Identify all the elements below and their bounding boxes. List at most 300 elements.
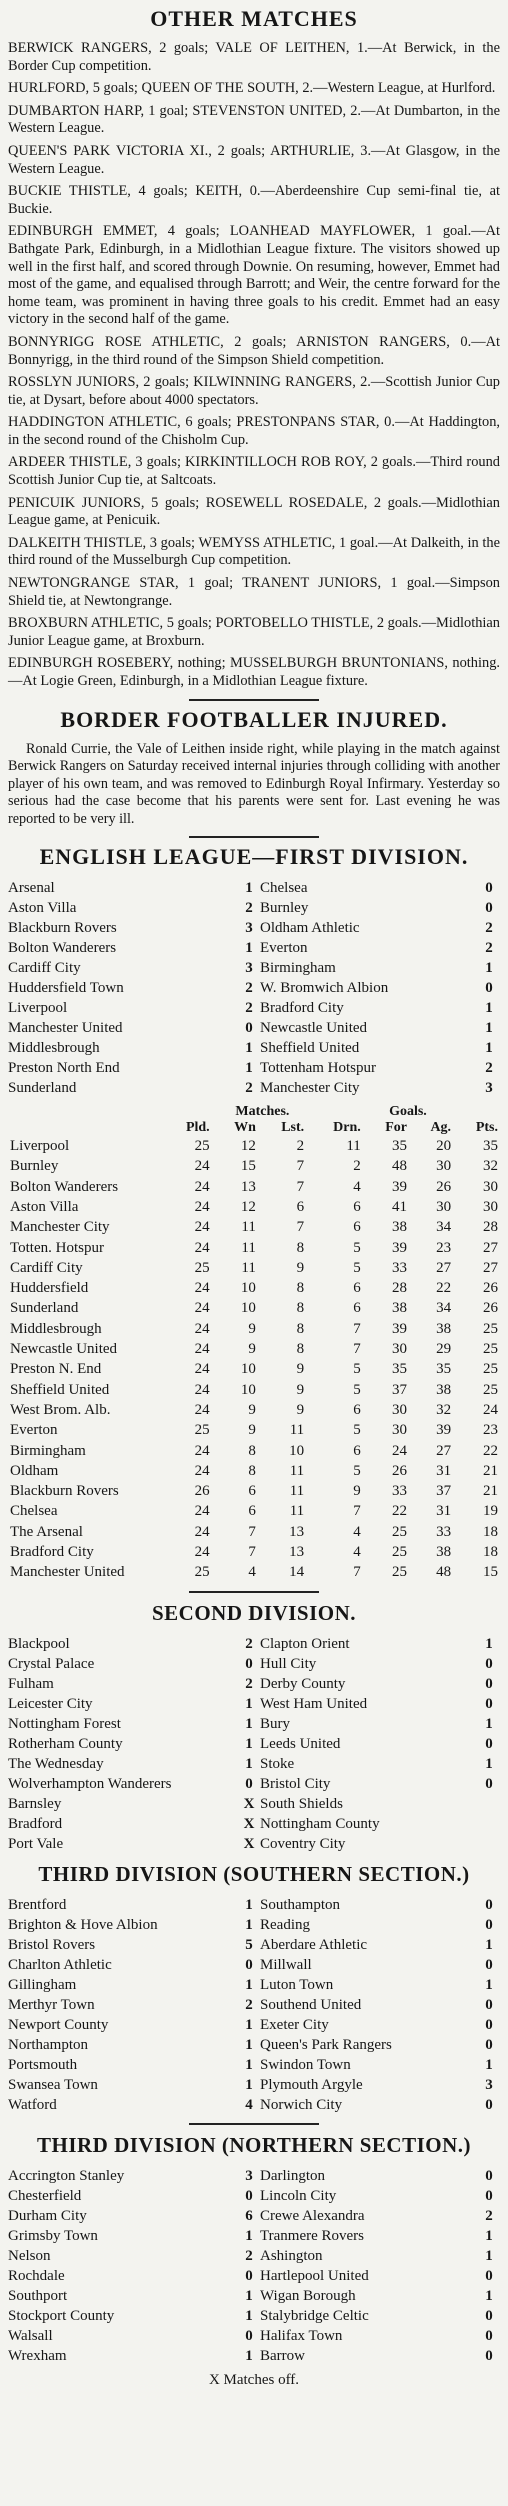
away-team: Chelsea xyxy=(260,880,308,897)
away-team: Newcastle United xyxy=(260,1020,368,1037)
home-score: 6 xyxy=(245,2208,253,2225)
home-score: 1 xyxy=(245,1695,253,1712)
home-score: 1 xyxy=(245,2057,253,2073)
won-header: Wn xyxy=(234,1120,256,1136)
result-row xyxy=(8,1058,500,1078)
away-team: Tottenham Hotspur xyxy=(260,1060,377,1077)
home-team: Liverpool xyxy=(8,1000,68,1017)
played: 24 xyxy=(194,1401,210,1418)
home-score: 1 xyxy=(245,2308,253,2325)
won: 11 xyxy=(241,1219,256,1236)
home-team: Rochdale xyxy=(8,2268,65,2285)
points: 26 xyxy=(483,1300,498,1317)
home-team: Wolverhampton Wanderers xyxy=(8,1775,172,1792)
injury-story xyxy=(8,741,500,829)
home-team: Barnsley xyxy=(8,1795,62,1812)
away-team: Reading xyxy=(260,1917,310,1933)
away-team: Everton xyxy=(260,940,308,957)
table-row xyxy=(8,1522,500,1542)
home-score: 0 xyxy=(245,1775,253,1792)
away-team: Clapton Orient xyxy=(260,1635,350,1652)
home-team: Fulham xyxy=(8,1675,54,1692)
home-team: Portsmouth xyxy=(8,2057,78,2073)
played: 24 xyxy=(194,1178,210,1195)
result-row xyxy=(8,998,500,1018)
match-report: ARDEER THISTLE, 3 goals; KIRKINTILLOCH ROB ROY, 2 goals.—Third round Scottish Junior Cup tie, at Saltcoats. xyxy=(8,454,500,489)
won: 12 xyxy=(240,1138,256,1155)
points: 22 xyxy=(483,1442,498,1459)
result-row xyxy=(8,1834,500,1854)
table-row xyxy=(8,1501,500,1521)
drawn: 2 xyxy=(353,1158,361,1175)
played: 24 xyxy=(194,1341,210,1358)
away-score: 3 xyxy=(485,1080,493,1097)
home-team: Southport xyxy=(8,2288,68,2305)
home-team: Sunderland xyxy=(8,1080,77,1097)
table-row xyxy=(8,1420,500,1440)
goals-header: Goals. xyxy=(389,1104,427,1120)
result-row xyxy=(8,1714,500,1734)
match-report: DALKEITH THISTLE, 3 goals; WEMYSS ATHLETIC, 1 goal.—At Dalkeith, in the third round of the Musselburgh Cup competition. xyxy=(8,534,500,569)
lost: 2 xyxy=(296,1138,305,1155)
goals-against: 20 xyxy=(436,1138,452,1155)
story-body: Ronald Currie, the Vale of Leithen inside right, while playing in the match against Berwick Rangers on Saturday received internal injuries through colliding with another player of his own team, and was removed to Edinburgh Royal Infirmary. Yesterday so serious had the case become that his parents were sent for. Last evening he was reported to be very ill. xyxy=(8,740,500,827)
result-row xyxy=(8,2346,500,2366)
home-score: 1 xyxy=(245,2288,253,2305)
home-team: The Wednesday xyxy=(8,1755,104,1772)
result-row xyxy=(8,1915,500,1935)
goals-against: 39 xyxy=(436,1422,452,1439)
team-name: Bolton Wanderers xyxy=(10,1178,119,1195)
third-north-results xyxy=(8,2166,500,2366)
away-team: Swindon Town xyxy=(260,2057,351,2073)
won: 6 xyxy=(248,1503,256,1520)
played: 24 xyxy=(194,1381,210,1398)
away-team: W. Bromwich Albion xyxy=(260,980,389,997)
team-name: Everton xyxy=(10,1422,58,1439)
goals-for: 41 xyxy=(391,1198,407,1215)
played: 25 xyxy=(194,1564,210,1581)
won: 12 xyxy=(240,1198,256,1215)
team-name: Bradford City xyxy=(10,1544,94,1561)
home-team: Northampton xyxy=(8,2037,88,2053)
away-team: Stoke xyxy=(260,1755,295,1772)
table-row xyxy=(8,1481,500,1501)
goals-against: 38 xyxy=(436,1381,452,1398)
match-report: NEWTONGRANGE STAR, 1 goal; TRANENT JUNIORS, 1 goal.—Simpson Shield tie, at Newtongrange. xyxy=(8,575,500,609)
away-team: South Shields xyxy=(260,1795,343,1812)
lost: 9 xyxy=(296,1361,305,1378)
away-score: 1 xyxy=(485,1937,493,1953)
result-row xyxy=(8,1955,500,1975)
divider xyxy=(189,1591,319,1593)
drawn: 6 xyxy=(353,1401,361,1418)
table-row xyxy=(8,1319,500,1339)
third-north-heading: THIRD DIVISION (NORTHERN SECTION.) xyxy=(37,2133,471,2157)
goals-for: 30 xyxy=(391,1401,407,1418)
team-name: Cardiff City xyxy=(10,1259,83,1276)
away-score: 1 xyxy=(485,2288,493,2305)
played: 24 xyxy=(194,1442,210,1459)
won: 6 xyxy=(248,1483,256,1500)
table-row xyxy=(8,1156,500,1176)
second-division-results xyxy=(8,1634,500,1854)
away-score: 0 xyxy=(485,1775,493,1792)
home-team: Wrexham xyxy=(8,2348,67,2365)
lost: 11 xyxy=(289,1462,305,1479)
team-name: Birmingham xyxy=(10,1442,86,1459)
table-row xyxy=(8,1339,500,1359)
home-score: 1 xyxy=(245,2017,253,2033)
goals-against: 38 xyxy=(436,1320,452,1337)
result-row xyxy=(8,1694,500,1714)
won: 10 xyxy=(240,1361,256,1378)
lost: 8 xyxy=(296,1280,305,1297)
away-score: 1 xyxy=(485,1000,493,1017)
won: 15 xyxy=(240,1158,256,1175)
away-score: 0 xyxy=(485,2037,493,2053)
home-score: 1 xyxy=(245,1040,253,1057)
match-report: BROXBURN ATHLETIC, 5 goals; PORTOBELLO THISTLE, 2 goals.—Midlothian Junior League game, at Broxburn. xyxy=(8,615,500,649)
played: 24 xyxy=(194,1280,210,1297)
matches-header: Matches. xyxy=(235,1104,290,1120)
lost: 8 xyxy=(296,1320,305,1337)
goals-against: 30 xyxy=(436,1198,452,1215)
away-score: 0 xyxy=(485,980,493,997)
third-south-heading: THIRD DIVISION (SOUTHERN SECTION.) xyxy=(38,1861,470,1886)
away-score: 1 xyxy=(485,1040,493,1057)
away-team: Hull City xyxy=(260,1655,317,1672)
against-header: Ag. xyxy=(430,1120,452,1136)
away-score: 0 xyxy=(485,1997,493,2013)
home-team: Brentford xyxy=(8,1897,67,1913)
drawn: 5 xyxy=(353,1361,361,1378)
goals-for: 24 xyxy=(391,1442,407,1459)
home-score: 2 xyxy=(245,2248,253,2265)
won: 9 xyxy=(248,1422,256,1439)
won: 11 xyxy=(241,1259,256,1276)
won: 8 xyxy=(248,1442,256,1459)
away-score: 0 xyxy=(485,1735,493,1752)
lost: 10 xyxy=(289,1442,305,1459)
match-report: EDINBURGH ROSEBERY, nothing; MUSSELBURGH BRUNTONIANS, nothing.—At Logie Green, Edinburgh, in a Midlothian League fixture. xyxy=(8,655,500,689)
points: 24 xyxy=(483,1401,498,1418)
away-score: 0 xyxy=(485,2328,493,2345)
points: 18 xyxy=(483,1544,498,1561)
played: 25 xyxy=(194,1422,210,1439)
played: 26 xyxy=(194,1483,210,1500)
goals-against: 32 xyxy=(436,1401,452,1418)
away-team: Lincoln City xyxy=(260,2188,337,2205)
away-team: Halifax Town xyxy=(260,2328,343,2345)
points: 21 xyxy=(483,1483,498,1500)
away-score: 2 xyxy=(485,1060,493,1077)
lost: 11 xyxy=(289,1483,305,1500)
home-team: Cardiff City xyxy=(8,960,81,977)
lost: 11 xyxy=(289,1503,305,1520)
played: 24 xyxy=(194,1198,210,1215)
match-report: BONNYRIGG ROSE ATHLETIC, 2 goals; ARNISTON RANGERS, 0.—At Bonnyrigg, in the third round of the Simpson Shield competition. xyxy=(8,333,500,368)
result-row xyxy=(8,958,500,978)
result-row xyxy=(8,2246,500,2266)
home-team: Charlton Athletic xyxy=(8,1957,112,1973)
away-team: Darlington xyxy=(260,2168,325,2185)
other-matches-list xyxy=(8,40,500,691)
lost: 13 xyxy=(289,1544,305,1561)
team-name: Manchester United xyxy=(10,1564,125,1581)
drawn: 6 xyxy=(353,1300,361,1317)
points: 30 xyxy=(483,1198,498,1215)
result-row xyxy=(8,978,500,998)
home-team: Port Vale xyxy=(8,1835,64,1852)
won: 9 xyxy=(248,1341,256,1358)
lost: 11 xyxy=(289,1422,305,1439)
table-row xyxy=(8,1359,500,1379)
first-division-heading: ENGLISH LEAGUE—FIRST DIVISION. xyxy=(39,844,469,870)
first-division-results xyxy=(8,878,500,1098)
home-team: Chesterfield xyxy=(8,2188,82,2205)
goals-against: 31 xyxy=(436,1462,452,1479)
points: 32 xyxy=(483,1158,498,1175)
away-score xyxy=(478,1794,500,1814)
away-score: 0 xyxy=(485,1897,493,1913)
away-score: 0 xyxy=(485,1917,493,1933)
team-name: West Brom. Alb. xyxy=(10,1401,111,1418)
played: 24 xyxy=(194,1300,210,1317)
away-score: 0 xyxy=(485,1655,493,1672)
table-row xyxy=(8,1197,500,1217)
away-score: 0 xyxy=(485,880,493,897)
lost: 8 xyxy=(296,1239,305,1256)
away-score: 0 xyxy=(485,1675,493,1692)
result-row xyxy=(8,1734,500,1754)
away-score: 0 xyxy=(485,2348,493,2365)
won: 9 xyxy=(248,1401,256,1418)
home-score: 1 xyxy=(245,2037,253,2053)
result-row xyxy=(8,1754,500,1774)
result-row xyxy=(8,2186,500,2206)
team-name: Middlesbrough xyxy=(10,1320,102,1337)
points: 30 xyxy=(483,1178,498,1195)
drawn: 7 xyxy=(353,1564,361,1581)
table-row xyxy=(8,1238,500,1258)
result-row xyxy=(8,1774,500,1794)
team-name: Burnley xyxy=(10,1158,59,1175)
table-row xyxy=(8,1217,500,1237)
table-row xyxy=(8,1441,500,1461)
away-score: 1 xyxy=(485,2228,493,2245)
home-score: 1 xyxy=(245,2348,253,2365)
result-row xyxy=(8,2226,500,2246)
home-team: Middlesbrough xyxy=(8,1040,100,1057)
team-name: Oldham xyxy=(10,1462,59,1479)
result-row xyxy=(8,1995,500,2015)
away-team: Norwich City xyxy=(260,2097,343,2113)
home-score: 1 xyxy=(245,2228,253,2245)
match-report: DUMBARTON HARP, 1 goal; STEVENSTON UNITED, 2.—At Dumbarton, in the Western League. xyxy=(8,102,500,137)
goals-against: 33 xyxy=(436,1523,452,1540)
goals-against: 31 xyxy=(436,1503,452,1520)
home-score: 2 xyxy=(245,1675,253,1692)
away-team: Millwall xyxy=(260,1957,312,1973)
lost-header: Lst. xyxy=(281,1120,305,1136)
points: 25 xyxy=(483,1381,498,1398)
home-team: Swansea Town xyxy=(8,2077,98,2093)
played: 24 xyxy=(194,1219,210,1236)
away-team: Bury xyxy=(260,1715,290,1732)
goals-for: 26 xyxy=(391,1462,407,1479)
home-score: 4 xyxy=(245,2097,253,2113)
home-team: Gillingham xyxy=(8,1977,77,1993)
home-team: Rotherham County xyxy=(8,1735,123,1752)
for-header: For xyxy=(385,1120,407,1136)
won: 9 xyxy=(248,1320,256,1337)
team-name: Sunderland xyxy=(10,1300,79,1317)
away-score xyxy=(478,1814,500,1834)
away-team: Crewe Alexandra xyxy=(260,2208,365,2225)
away-team: Oldham Athletic xyxy=(260,920,360,937)
home-score: X xyxy=(243,1795,255,1812)
goals-for: 30 xyxy=(391,1422,407,1439)
team-name: Sheffield United xyxy=(10,1381,110,1398)
away-team: Sheffield United xyxy=(260,1040,360,1057)
pld-header: Pld. xyxy=(185,1120,210,1136)
lost: 9 xyxy=(296,1401,305,1418)
goals-against: 29 xyxy=(436,1341,452,1358)
league-table xyxy=(8,1104,500,1583)
won: 10 xyxy=(240,1300,256,1317)
played: 24 xyxy=(194,1320,210,1337)
played: 24 xyxy=(194,1523,210,1540)
goals-against: 34 xyxy=(436,1300,452,1317)
away-score: 3 xyxy=(485,2077,493,2093)
drawn-header: Drn. xyxy=(333,1120,361,1136)
points: 21 xyxy=(483,1462,498,1479)
played: 24 xyxy=(194,1158,210,1175)
result-row xyxy=(8,1975,500,1995)
home-score: 1 xyxy=(245,1735,253,1752)
lost: 9 xyxy=(296,1381,305,1398)
result-row xyxy=(8,2286,500,2306)
away-team: Barrow xyxy=(260,2348,305,2365)
home-score: 0 xyxy=(245,2268,253,2285)
points: 28 xyxy=(483,1219,498,1236)
result-row xyxy=(8,2326,500,2346)
result-row xyxy=(8,1018,500,1038)
drawn: 7 xyxy=(353,1341,361,1358)
result-row xyxy=(8,1038,500,1058)
home-team: Newport County xyxy=(8,2017,109,2033)
away-team: Queen's Park Rangers xyxy=(260,2037,392,2053)
lost: 6 xyxy=(296,1198,305,1215)
home-score: 3 xyxy=(245,2168,253,2185)
away-score: 0 xyxy=(485,2168,493,2185)
result-row xyxy=(8,938,500,958)
points: 19 xyxy=(483,1503,498,1520)
home-score: 5 xyxy=(245,1937,253,1953)
goals-for: 35 xyxy=(391,1361,407,1378)
away-score: 2 xyxy=(485,940,493,957)
home-score: 1 xyxy=(245,1897,253,1913)
played: 24 xyxy=(194,1503,210,1520)
home-team: Aston Villa xyxy=(8,900,77,917)
lost: 8 xyxy=(296,1300,305,1317)
drawn: 5 xyxy=(353,1422,361,1439)
points-header: Pts. xyxy=(475,1120,498,1136)
away-team: Birmingham xyxy=(260,960,336,977)
home-team: Nottingham Forest xyxy=(8,1715,121,1732)
lost: 7 xyxy=(296,1219,305,1236)
away-score: 0 xyxy=(485,2017,493,2033)
home-team: Stockport County xyxy=(8,2308,115,2325)
away-score: 1 xyxy=(485,1635,493,1652)
away-score: 0 xyxy=(485,2268,493,2285)
second-division-heading: SECOND DIVISION. xyxy=(151,1600,357,1625)
goals-for: 33 xyxy=(391,1259,407,1276)
goals-for: 28 xyxy=(391,1280,407,1297)
goals-for: 48 xyxy=(391,1158,407,1175)
won: 11 xyxy=(241,1239,256,1256)
result-row xyxy=(8,1935,500,1955)
team-name: Huddersfield xyxy=(10,1280,89,1297)
team-name: Totten. Hotspur xyxy=(10,1239,104,1256)
table-row xyxy=(8,1177,500,1197)
won: 7 xyxy=(248,1523,256,1540)
away-team: Luton Town xyxy=(260,1977,334,1993)
played: 24 xyxy=(194,1361,210,1378)
played: 24 xyxy=(194,1462,210,1479)
divider xyxy=(189,2123,319,2125)
third-south-results xyxy=(8,1895,500,2115)
away-score: 0 xyxy=(485,2308,493,2325)
drawn: 5 xyxy=(353,1462,361,1479)
won: 10 xyxy=(240,1280,256,1297)
away-team: Southend United xyxy=(260,1997,362,2013)
goals-against: 27 xyxy=(436,1259,452,1276)
home-score: 3 xyxy=(245,920,253,937)
home-score: 1 xyxy=(245,880,253,897)
table-row xyxy=(8,1136,500,1156)
home-score: 3 xyxy=(245,960,253,977)
points: 25 xyxy=(483,1341,498,1358)
goals-for: 39 xyxy=(391,1178,407,1195)
home-team: Blackpool xyxy=(8,1635,70,1652)
away-team: Stalybridge Celtic xyxy=(260,2308,369,2325)
away-team: Plymouth Argyle xyxy=(260,2077,363,2093)
away-score: 0 xyxy=(485,2188,493,2205)
points: 23 xyxy=(483,1422,498,1439)
team-name: Preston N. End xyxy=(10,1361,102,1378)
home-team: Bristol Rovers xyxy=(8,1937,96,1953)
table-row xyxy=(8,1400,500,1420)
away-score: 1 xyxy=(485,1715,493,1732)
home-team: Walsall xyxy=(8,2328,53,2345)
goals-for: 39 xyxy=(391,1320,407,1337)
points: 18 xyxy=(483,1523,498,1540)
away-team: Exeter City xyxy=(260,2017,329,2033)
away-score: 2 xyxy=(485,920,493,937)
home-score: 2 xyxy=(245,1080,253,1097)
drawn: 6 xyxy=(353,1280,361,1297)
away-team: Manchester City xyxy=(260,1080,360,1097)
story-heading: BORDER FOOTBALLER INJURED. xyxy=(60,706,448,732)
drawn: 4 xyxy=(353,1544,361,1561)
goals-against: 27 xyxy=(436,1442,452,1459)
away-team: Bradford City xyxy=(260,1000,344,1017)
home-team: Blackburn Rovers xyxy=(8,920,117,937)
lost: 14 xyxy=(289,1564,305,1581)
drawn: 6 xyxy=(353,1198,361,1215)
